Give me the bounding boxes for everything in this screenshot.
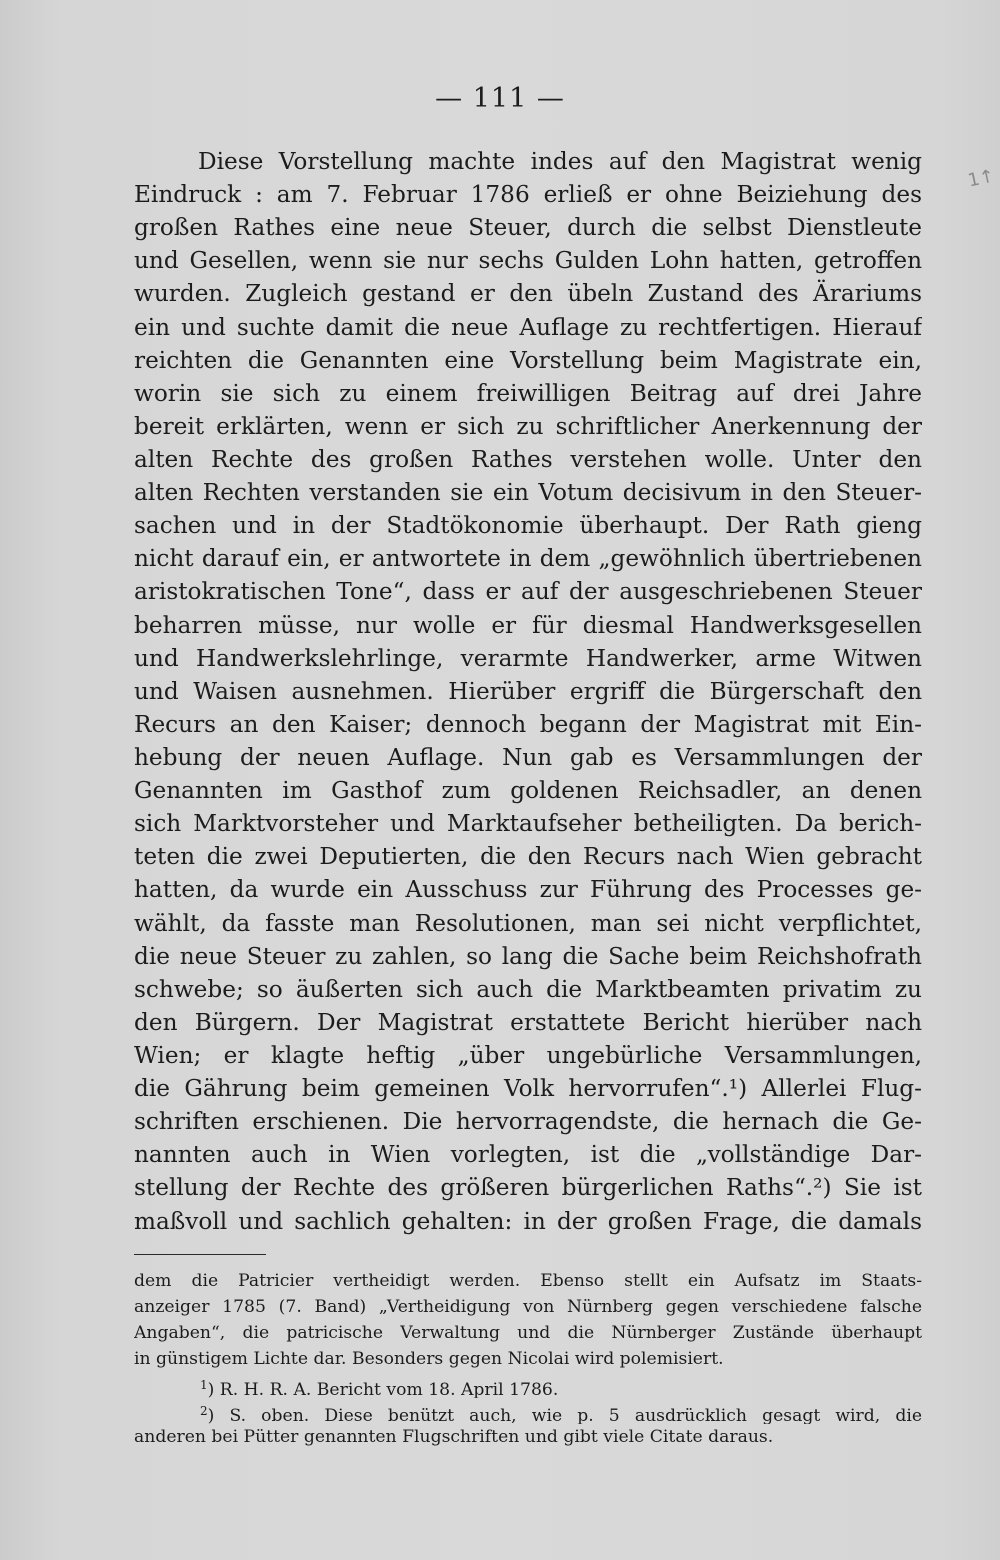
footnote-1-mark: 1 (200, 1378, 208, 1392)
body-line: teten die zwei Deputierten, die den Recurs nach Wien gebracht (134, 843, 922, 871)
body-line: und Waisen ausnehmen. Hierüber ergriff die Bürgerschaft den (134, 677, 922, 705)
footnote-2-text: ) S. oben. Diese benützt auch, wie p. 5 ausdrücklich gesagt wird, die (207, 1406, 922, 1424)
footnote-2 (134, 1398, 922, 1424)
body-line: sich Marktvorsteher und Marktaufseher betheiligten. Da berich- (134, 810, 922, 838)
body-line: hatten, da wurde ein Ausschuss zur Führung des Processes ge- (134, 876, 922, 904)
body-line: reichten die Genannten eine Vorstellung beim Magistrate ein, (134, 346, 922, 374)
body-line: großen Rathes eine neue Steuer, durch die selbst Dienstleute (134, 214, 922, 242)
footnote-1 (134, 1372, 922, 1398)
body-line: die neue Steuer zu zahlen, so lang die Sache beim Reichshofrath (134, 942, 922, 970)
body-line: die Gährung beim gemeinen Volk hervorrufen“.¹) Allerlei Flug- (134, 1075, 922, 1103)
body-line: wurden. Zugleich gestand er den übeln Zustand des Ärariums (134, 280, 922, 308)
body-line: und Handwerkslehrlinge, verarmte Handwerker, arme Witwen (134, 644, 922, 672)
body-line: Wien; er klagte heftig „über ungebürliche Versammlungen, (134, 1041, 922, 1069)
body-line: hebung der neuen Auflage. Nun gab es Versammlungen der (134, 743, 922, 771)
body-line: wählt, da fasste man Resolutionen, man sei nicht verpflichtet, (134, 909, 922, 937)
footnote-2-continuation: anderen bei Pütter genannten Flugschriften und gibt viele Citate daraus. (134, 1427, 774, 1447)
body-line: Genannten im Gasthof zum goldenen Reichsadler, an denen (134, 777, 922, 805)
body-text (134, 145, 922, 1238)
margin-pencil-mark: 1↑ (966, 165, 997, 192)
footnote-continuation-line: dem die Patricier vertheidigt werden. Ebenso stellt ein Aufsatz im Staats- (134, 1271, 922, 1291)
body-line: maßvoll und sachlich gehalten: in der großen Frage, die damals (134, 1207, 922, 1235)
footnote-continuation-line: in günstigem Lichte dar. Besonders gegen Nicolai wird polemisiert. (134, 1349, 724, 1369)
body-line: den Bürgern. Der Magistrat erstattete Bericht hierüber nach (134, 1008, 922, 1036)
body-line: schwebe; so äußerten sich auch die Marktbeamten privatim zu (134, 975, 922, 1003)
body-line: aristokratischen Tone“, dass er auf der ausgeschriebenen Steuer (134, 578, 922, 606)
body-line: sachen und in der Stadtökonomie überhaupt. Der Rath gieng (134, 512, 922, 540)
footnote-separator (134, 1254, 266, 1255)
body-line: alten Rechten verstanden sie ein Votum decisivum in den Steuer- (134, 479, 922, 507)
body-line: stellung der Rechte des größeren bürgerlichen Raths“.²) Sie ist (134, 1174, 922, 1202)
body-line: bereit erklärten, wenn er sich zu schriftlicher Anerkennung der (134, 412, 922, 440)
body-line: alten Rechte des großen Rathes verstehen wolle. Unter den (134, 445, 922, 473)
footnote-continuation-line: Angaben“, die patricische Verwaltung und die Nürnberger Zustände überhaupt (134, 1323, 922, 1343)
body-line: nannten auch in Wien vorlegten, ist die „vollständige Dar- (134, 1141, 922, 1169)
body-line: nicht darauf ein, er antwortete in dem „gewöhnlich übertriebenen (134, 545, 922, 573)
body-line: beharren müsse, nur wolle er für diesmal Handwerksgesellen (134, 611, 922, 639)
body-line: ein und suchte damit die neue Auflage zu rechtfertigen. Hierauf (134, 313, 922, 341)
body-line: Diese Vorstellung machte indes auf den Magistrat wenig (198, 148, 922, 175)
page-number: — 111 — (435, 83, 565, 114)
footnotes (134, 1268, 922, 1450)
footnote-continuation-line: anzeiger 1785 (7. Band) „Vertheidigung von Nürnberg gegen verschiedene falsche (134, 1297, 922, 1317)
footnote-1-text: ) R. H. R. A. Bericht vom 18. April 1786. (207, 1380, 559, 1398)
body-line: worin sie sich zu einem freiwilligen Beitrag auf drei Jahre (134, 379, 922, 407)
body-line: und Gesellen, wenn sie nur sechs Gulden Lohn hatten, getroffen (134, 247, 922, 275)
footnote-2-mark: 2 (200, 1404, 208, 1418)
body-line: Eindruck : am 7. Februar 1786 erließ er ohne Beiziehung des (134, 181, 922, 209)
body-line: Recurs an den Kaiser; dennoch begann der Magistrat mit Ein- (134, 710, 922, 738)
body-line: schriften erschienen. Die hervorragendste, die hernach die Ge- (134, 1108, 922, 1136)
